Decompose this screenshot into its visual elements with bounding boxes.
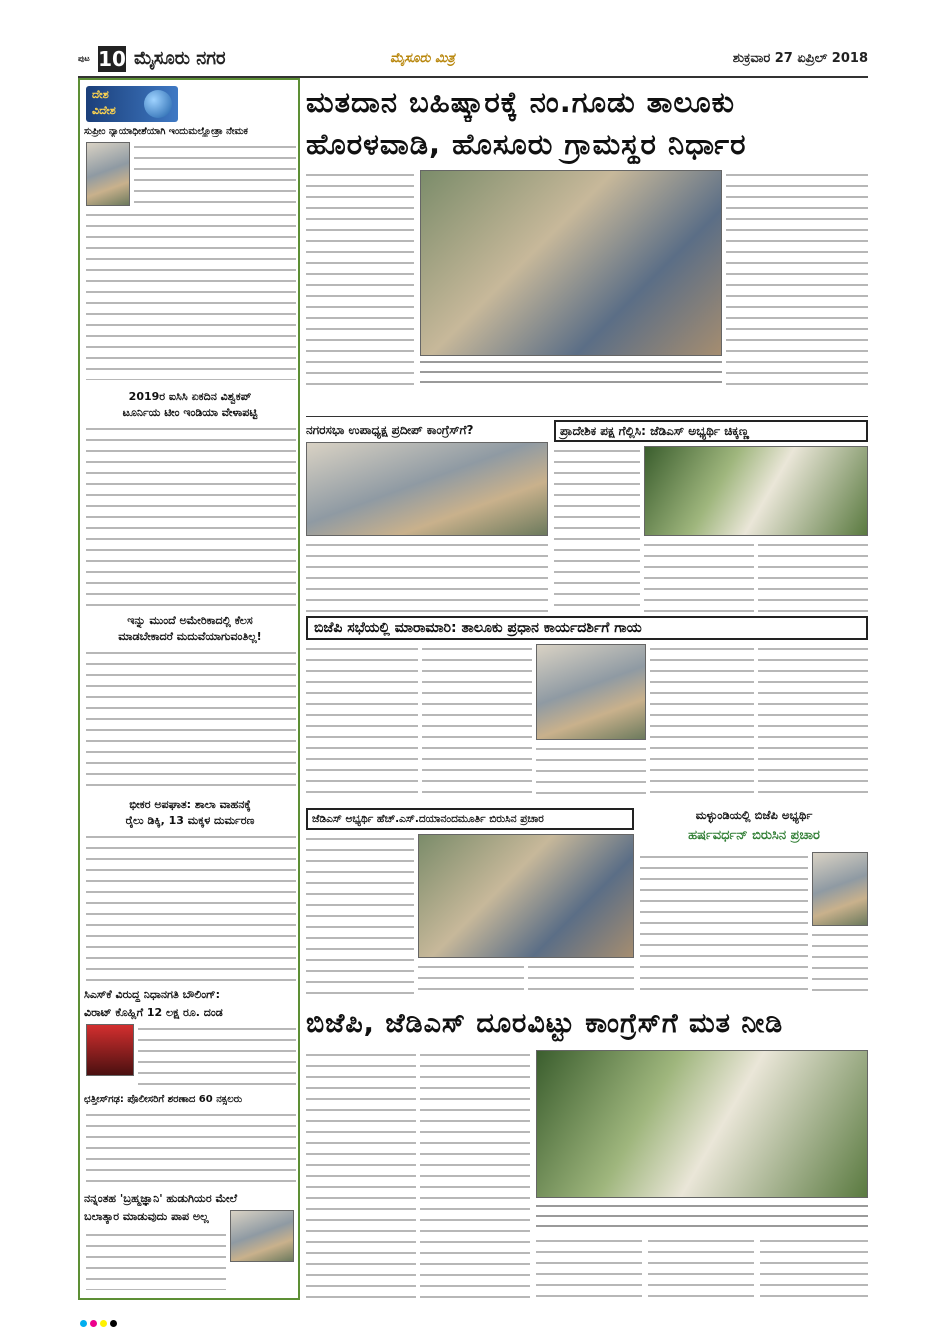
- left-headline-5b: ವಿರಾಟ್ ಕೊಹ್ಲಿಗೆ 12 ಲಕ್ಷ ರೂ. ದಂಡ: [84, 1006, 223, 1019]
- bjp-headline: ಬಿಜೆಪಿ ಸಭೆಯಲ್ಲಿ ಮಾರಾಮಾರಿ: ತಾಲೂಕು ಪ್ರಧಾನ ಕಾರ್ಯದರ್ಶಿಗೆ ಗಾಯ: [306, 616, 868, 640]
- injured-person-photo: [536, 644, 646, 740]
- person-photo: [86, 142, 130, 206]
- photo-caption: [420, 358, 722, 388]
- left-headline-5a: ಸಿಎಸ್‌ಕೆ ವಿರುದ್ಧ ನಿಧಾನಗತಿ ಬೌಲಿಂಗ್:: [84, 988, 220, 1001]
- masthead: ಮೈಸೂರು ಮಿತ್ರ: [390, 51, 455, 66]
- desha-videsha-logo: [86, 86, 178, 122]
- left-headline-2a: 2019ರ ಐಸಿಸಿ ಏಕದಿನ ವಿಶ್ವಕಪ್: [128, 390, 252, 403]
- harsha-headline-a: ಮಳ್ಳುಂಡಿಯಲ್ಲಿ ಬಿಜೆಪಿ ಅಭ್ಯರ್ಥಿ: [695, 808, 813, 822]
- article-text: [86, 424, 296, 608]
- article-text: [554, 446, 640, 612]
- left-headline-6: ಛತ್ತೀಸ್‌ಗಢ: ಪೊಲೀಸರಿಗೆ ಶರಣಾದ 60 ನಕ್ಸಲರು: [84, 1094, 243, 1105]
- candidate-photo: [812, 852, 868, 926]
- main-headline-line1: ಮತದಾನ ಬಹಿಷ್ಕಾರಕ್ಕೆ ನಂ.ಗೂಡು ತಾಲೂಕು: [306, 85, 735, 119]
- article-text: [640, 852, 808, 996]
- left-headline-7a: ನನ್ನಂತಹ 'ಬ್ರಹ್ಮಜ್ಞಾನಿ' ಹುಡುಗಿಯರ ಮೇಲೆ: [84, 1192, 238, 1205]
- article-text: [726, 170, 868, 392]
- left-headline-4b: ರೈಲು ಡಿಕ್ಕಿ, 13 ಮಕ್ಕಳ ದುರ್ಮರಣ: [125, 814, 255, 827]
- page-number: 10: [98, 47, 126, 71]
- cyan-dot: [80, 1320, 87, 1327]
- section-divider: [306, 416, 868, 417]
- player-photo: [86, 1024, 134, 1076]
- article-text: [758, 644, 868, 802]
- article-text: [134, 142, 296, 208]
- dayananda-headline: ಜೆಡಿಎಸ್ ಅಭ್ಯರ್ಥಿ ಹೆಚ್.ಎಸ್.ದಯಾನಂದಮೂರ್ತಿ ಬಿರುಸಿನ ಪ್ರಚಾರ: [306, 808, 634, 830]
- main-headline-line2: ಹೊರಳವಾಡಿ, ಹೊಸೂರು ಗ್ರಾಮಸ್ಥರ ನಿರ್ಧಾರ: [306, 127, 747, 161]
- left-headline-3b: ಮಾಡಬೇಕಾದರೆ ಮದುವೆಯಾಗುವಂತಿಲ್ಲ!: [118, 630, 262, 643]
- article-text: [536, 1236, 642, 1300]
- article-text: [306, 1050, 416, 1300]
- villagers-photo: [420, 170, 722, 356]
- meeting-photo: [306, 442, 548, 536]
- article-text: [418, 962, 524, 996]
- nagarasabha-headline: ನಗರಸಭಾ ಉಪಾಧ್ಯಕ್ಷ ಪ್ರದೀಪ್ ಕಾಂಗ್ರೆಸ್‌ಗೆ?: [306, 423, 474, 437]
- congress-rally-photo: [536, 1050, 868, 1198]
- article-text: [812, 930, 868, 996]
- article-text: [86, 1230, 226, 1290]
- bottom-headline: ಬಿಜೆಪಿ, ಜೆಡಿಎಸ್ ದೂರವಿಟ್ಟು ಕಾಂಗ್ರೆಸ್‌ಗೆ ಮತ ನೀಡಿ: [306, 1008, 784, 1039]
- yellow-dot: [100, 1320, 107, 1327]
- logo-bottom: ವಿದೇಶ: [92, 104, 116, 117]
- left-column: [78, 78, 300, 1300]
- left-headline-3a: ಇನ್ನು ಮುಂದೆ ಅಮೇರಿಕಾದಲ್ಲಿ ಕೆಲಸ: [127, 614, 253, 627]
- campaign-photo: [418, 834, 634, 958]
- jds-headline: ಪ್ರಾದೇಶಿಕ ಪಕ್ಷ ಗೆಲ್ಲಿಸಿ: ಜೆಡಿಎಸ್ ಅಭ್ಯರ್ಥಿ ಚಿಕ್ಕಣ್ಣ: [554, 420, 868, 442]
- article-text: [306, 644, 418, 802]
- page-tag: ಪುಟ: [78, 54, 90, 63]
- left-headline-1: ಸುಪ್ರೀಂ ನ್ಯಾಯಾಧೀಶೆಯಾಗಿ ಇಂದುಮಲ್ಹೋತ್ರಾ ನೇಮಕ: [84, 126, 248, 137]
- article-text: [420, 1050, 530, 1300]
- article-text: [86, 832, 296, 982]
- issue-date: ಶುಕ್ರವಾರ 27 ಏಪ್ರಿಲ್ 2018: [732, 51, 868, 66]
- photo-caption: [536, 1202, 868, 1232]
- article-text: [760, 1236, 868, 1300]
- article-text: [536, 744, 646, 802]
- harsha-headline-b: ಹರ್ಷವರ್ಧನ್ ಬಿರುಸಿನ ಪ್ರಚಾರ: [688, 828, 820, 843]
- article-text: [644, 540, 754, 612]
- section-title: ಮೈಸೂರು ನಗರ: [134, 48, 226, 69]
- person-photo: [230, 1210, 294, 1262]
- left-headline-2b: ಟೂರ್ನಿಯ ಟೀಂ ಇಂಡಿಯಾ ವೇಳಾಪಟ್ಟಿ: [122, 406, 258, 419]
- article-text: [306, 540, 548, 612]
- article-text: [306, 170, 414, 392]
- black-dot: [110, 1320, 117, 1327]
- article-text: [650, 644, 754, 802]
- globe-icon: [144, 90, 172, 118]
- page-header: [78, 46, 868, 74]
- article-text: [138, 1024, 296, 1090]
- article-text: [758, 540, 868, 612]
- left-headline-4a: ಭೀಕರ ಅಪಘಾತ: ಶಾಲಾ ವಾಹನಕ್ಕೆ: [129, 798, 251, 811]
- article-text: [86, 210, 296, 380]
- article-text: [528, 962, 634, 996]
- jds-rally-photo: [644, 446, 868, 536]
- color-registration-marks: [80, 1312, 870, 1324]
- article-text: [86, 648, 296, 794]
- article-text: [422, 644, 532, 802]
- article-text: [306, 834, 414, 996]
- article-text: [86, 1110, 296, 1186]
- left-headline-7b: ಬಲಾತ್ಕಾರ ಮಾಡುವುದು ಪಾಪ ಅಲ್ಲ: [84, 1210, 209, 1223]
- magenta-dot: [90, 1320, 97, 1327]
- logo-top: ದೇಶ: [92, 88, 109, 101]
- article-text: [648, 1236, 754, 1300]
